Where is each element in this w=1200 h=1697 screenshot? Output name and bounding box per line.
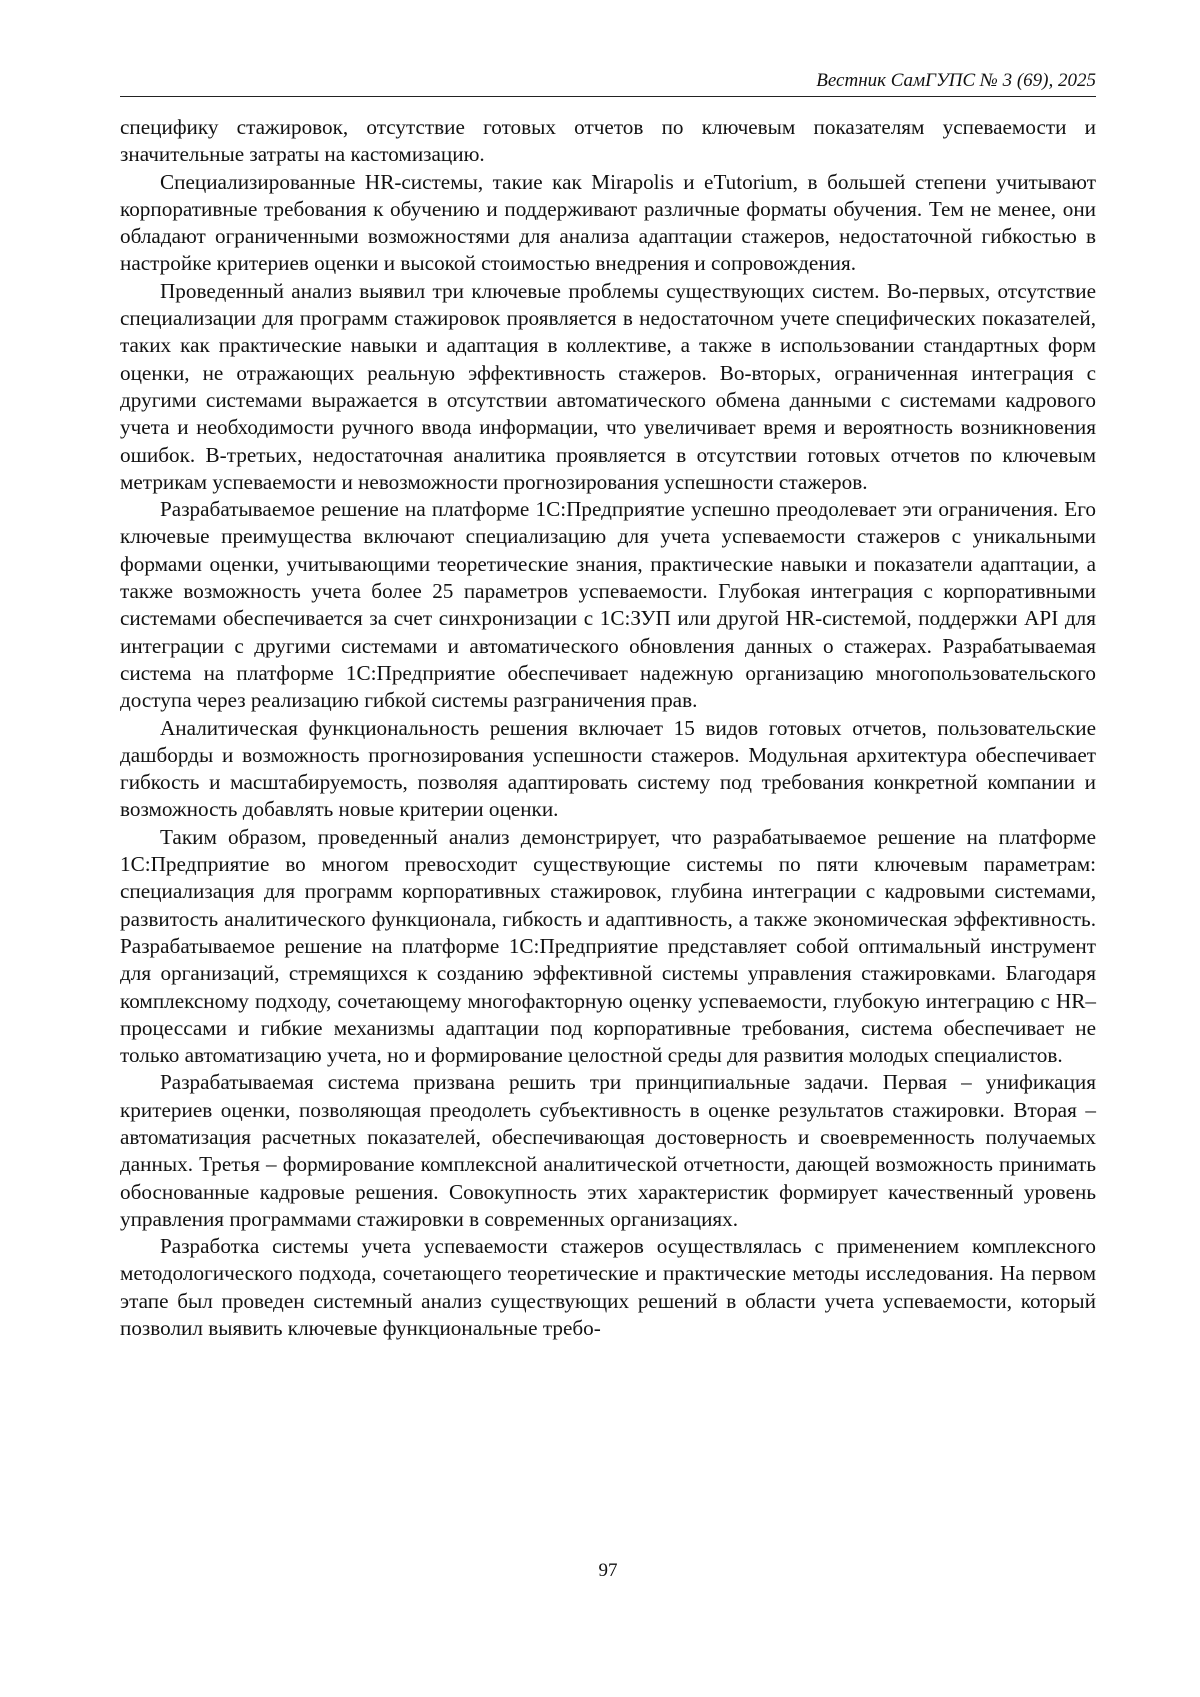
paragraph-solution-advantages: Разрабатываемое решение на платформе 1С:Предприятие успешно преодолевает эти ограничения. Его ключевые преимущества включают специализацию для учета успеваемости стажеров с уникальными формами оценки, учитывающими теоретические знания, практические навыки и показатели адаптации, а также возможность учета более 25 параметров успеваемости. Глубокая интеграция с корпоративными системами обеспечивается за счет синхронизации с 1С:ЗУП или другой HR-системой, поддержки API для интеграции с другими системами и автоматического обновления данных о стажерах. Разрабатываемая система на платформе 1С:Предприятие обеспечивает надежную организацию многопользовательского доступа через реализацию гибкой системы разграничения прав.: [120, 497, 1096, 713]
paragraph-methodology: Разработка системы учета успеваемости стажеров осуществлялась с применением комплексного методологического подхода, сочетающего теоретические и практические методы исследования. На первом этапе был проведен системный анализ существующих решений в области учета успеваемости, который позволил выявить ключевые функциональные требо-: [120, 1234, 1096, 1341]
paragraph-conclusion: Таким образом, проведенный анализ демонстрирует, что разрабатываемое решение на платформе 1С:Предприятие во многом превосходит существующие системы по пяти ключевым параметрам: специализация для программ корпоративных стажировок, глубина интеграции с кадровыми системами, развитость аналитического функционала, гибкость и адаптивность, а также экономическая эффективность. Разрабатываемое решение на платформе 1С:Предприятие представляет собой оптимальный инструмент для организаций, стремящихся к созданию эффективной системы управления стажировками. Благодаря комплексному подходу, сочетающему многофакторную оценку успеваемости, глубокую интеграцию с HR–процессами и гибкие механизмы адаптации под корпоративные требования, система обеспечивает не только автоматизацию учета, но и формирование целостной среды для развития молодых специалистов.: [120, 824, 1096, 1068]
article-body: [120, 114, 1096, 1342]
paragraph-analytics: Аналитическая функциональность решения включает 15 видов готовых отчетов, пользовательские дашборды и возможность прогнозирования успешности стажеров. Модульная архитектура обеспечивает гибкость и масштабируемость, позволяя адаптировать систему под требования конкретной компании и возможность добавлять новые критерии оценки.: [120, 715, 1096, 822]
paragraph-tasks: Разрабатываемая система призвана решить три принципиальные задачи. Первая – унификация критериев оценки, позволяющая преодолеть субъективность в оценке результатов стажировки. Вторая – автоматизация расчетных показателей, обеспечивающая достоверность и своевременность получаемых данных. Третья – формирование комплексной аналитической отчетности, дающей возможность принимать обоснованные кадровые решения. Совокупность этих характеристик формирует качественный уровень управления программами стажировки в современных организациях.: [120, 1070, 1096, 1231]
paragraph-hr-systems: Специализированные HR-системы, такие как Mirapolis и eTutorium, в большей степени учитывают корпоративные требования к обучению и поддерживают различные форматы обучения. Тем не менее, они обладают ограниченными возможностями для анализа адаптации стажеров, недостаточной гибкостью в настройке критериев оценки и высокой стоимостью внедрения и сопровождения.: [120, 169, 1096, 276]
header-rule: [120, 96, 1096, 97]
paragraph-continued: специфику стажировок, отсутствие готовых отчетов по ключевым показателям успеваемости и значительные затраты на кастомизацию.: [120, 115, 1096, 167]
paragraph-key-problems: Проведенный анализ выявил три ключевые проблемы существующих систем. Во-первых, отсутствие специализации для программ стажировок проявляется в недостаточном учете специфических показателей, таких как практические навыки и адаптация в коллективе, а также в использовании стандартных форм оценки, не отражающих реальную эффективность стажеров. Во-вторых, ограниченная интеграция с другими системами выражается в отсутствии автоматического обмена данными с системами кадрового учета и необходимости ручного ввода информации, что увеличивает время и вероятность возникновения ошибок. В-третьих, недостаточная аналитика проявляется в отсутствии готовых отчетов по ключевым метрикам успеваемости и невозможности прогнозирования успешности стажеров.: [120, 278, 1096, 494]
journal-running-head: Вестник СамГУПС № 3 (69), 2025: [816, 70, 1096, 91]
page-number: 97: [598, 1560, 618, 1581]
